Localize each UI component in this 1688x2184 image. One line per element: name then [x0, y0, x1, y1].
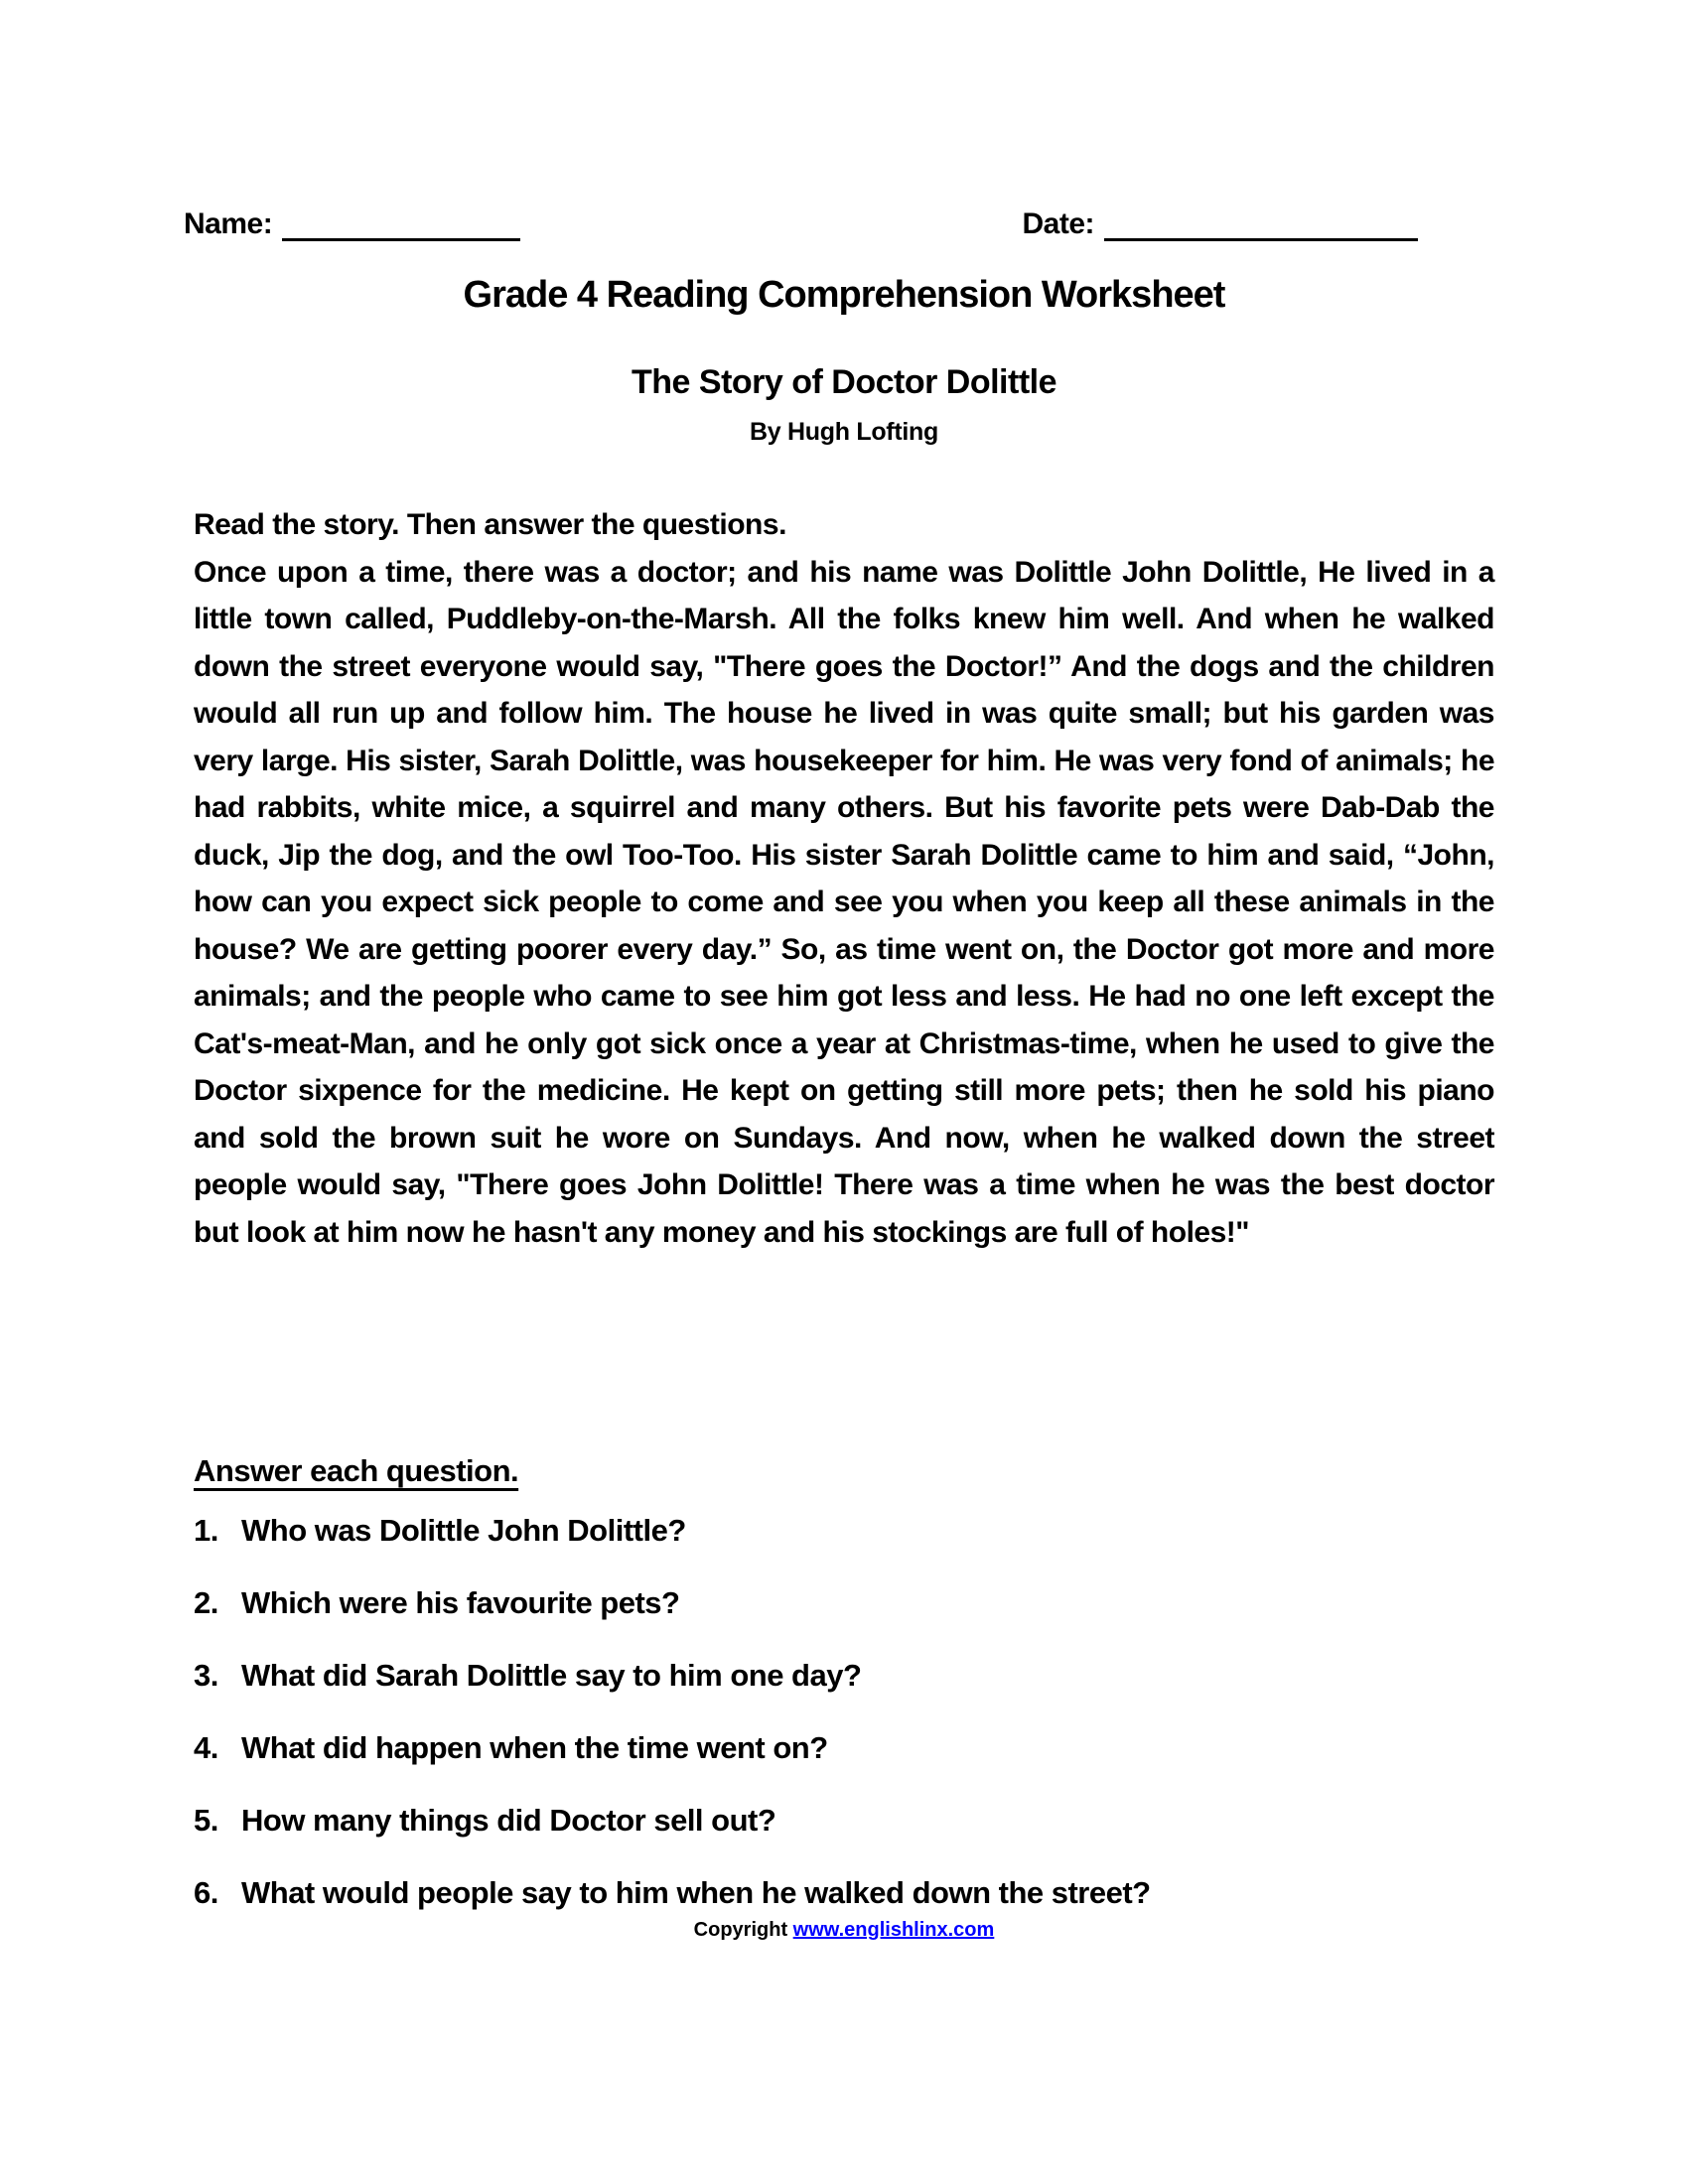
question-item [194, 1875, 1494, 1911]
question-text: What would people say to him when he walked down the street? [241, 1875, 1151, 1910]
copyright-label: Copyright [693, 1919, 793, 1941]
question-number: 3. [194, 1658, 218, 1693]
question-number: 5. [194, 1803, 218, 1838]
name-label: Name: [184, 207, 273, 240]
question-item [194, 1658, 1494, 1694]
question-number: 2. [194, 1585, 218, 1620]
story-instruction: Read the story. Then answer the questions. [194, 508, 786, 541]
date-field [1022, 206, 1418, 241]
name-blank-line [282, 206, 520, 241]
name-field [184, 206, 520, 241]
englishlinx-link[interactable]: www.englishlinx.com [792, 1919, 995, 1941]
question-text: What did happen when the time went on? [241, 1730, 828, 1765]
question-number: 6. [194, 1875, 218, 1910]
story-paragraph: Once upon a time, there was a doctor; and his name was Dolittle John Dolittle, He lived in a little town called, Puddleby-on-the-Marsh. All the folks knew him well. And when he walked down the street everyone would say, "There goes the Doctor!” And the dogs and the children would all run up and follow him. The house he lived in was quite small; but his garden was very large. His sister, Sarah Dolittle, was housekeeper for him. He was very fond of animals; he had rabbits, white mice, a squirrel and many others. But his favorite pets were Dab-Dab the duck, Jip the dog, and the owl Too-Too. His sister Sarah Dolittle came to him and said, “John, how can you expect sick people to come and see you when you keep all these animals in the house? We are getting poorer every day.” So, as time went on, the Doctor got more and more animals; and the people who came to see him got less and less. He had no one left except the Cat's-meat-Man, and he only got sick once a year at Christmas-time, when he used to give the Doctor sixpence for the medicine. He kept on getting still more pets; then he sold his piano and sold the brown suit he wore on Sundays. And now, when he walked down the street people would say, "There goes John Dolittle! There was a time when he was the best doctor but look at him now he hasn't any money and his stockings are full of holes!" [194, 555, 1494, 1249]
date-blank-line [1104, 206, 1418, 241]
question-number: 1. [194, 1513, 218, 1548]
questions-section [194, 1451, 1494, 1948]
header-row [184, 206, 1418, 241]
date-label: Date: [1022, 207, 1094, 240]
question-item [194, 1513, 1494, 1549]
story-section [194, 501, 1494, 1256]
question-item [194, 1803, 1494, 1839]
question-text: What did Sarah Dolittle say to him one day? [241, 1658, 862, 1693]
page-title: Grade 4 Reading Comprehension Worksheet [463, 274, 1225, 316]
question-item [194, 1730, 1494, 1766]
question-item [194, 1585, 1494, 1621]
footer [0, 1919, 1688, 1942]
question-text: Who was Dolittle John Dolittle? [241, 1513, 686, 1548]
story-title: The Story of Doctor Dolittle [632, 363, 1056, 401]
question-text: How many things did Doctor sell out? [241, 1803, 776, 1838]
questions-heading: Answer each question. [194, 1453, 519, 1488]
question-number: 4. [194, 1730, 218, 1765]
story-byline: By Hugh Lofting [750, 418, 938, 446]
question-text: Which were his favourite pets? [241, 1585, 680, 1620]
